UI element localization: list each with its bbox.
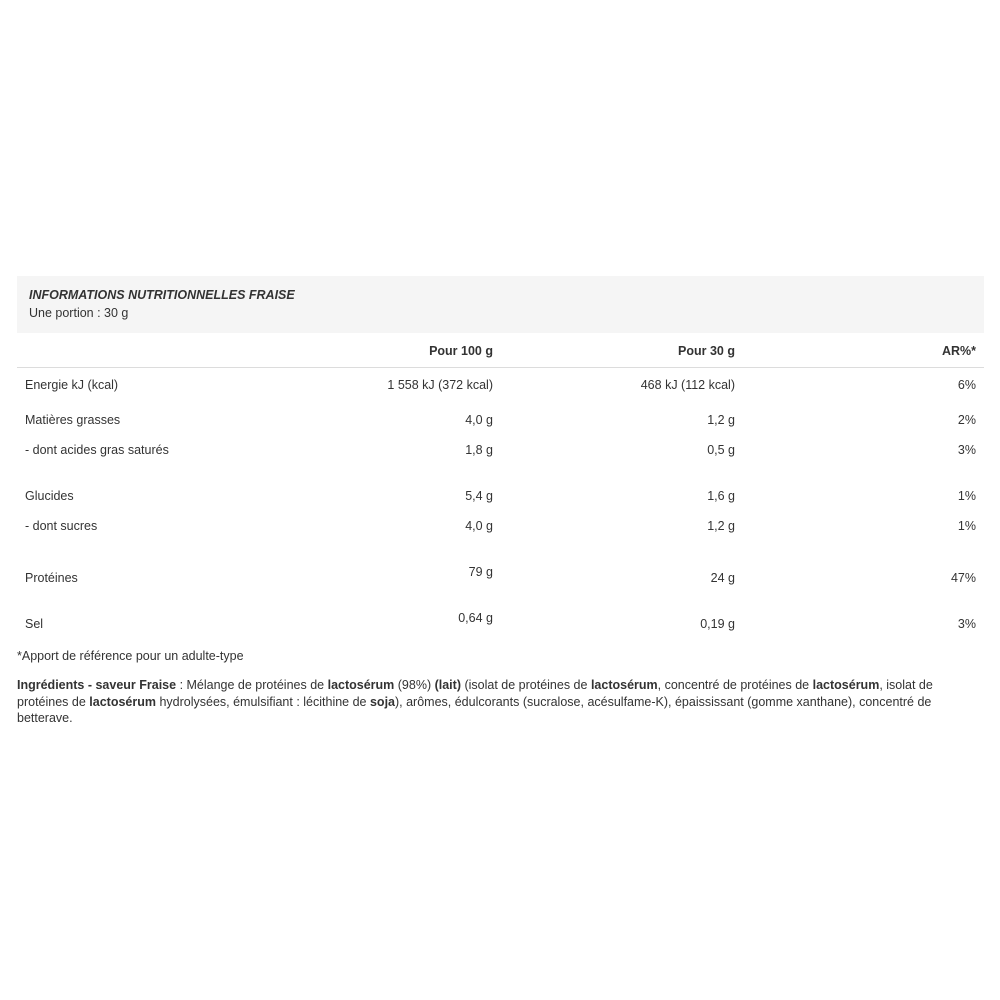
value-per30: 468 kJ (112 kcal) <box>640 378 735 392</box>
value-ar: 6% <box>957 378 976 392</box>
value-per100: 4,0 g <box>465 413 493 427</box>
value-per30: 24 g <box>710 571 735 585</box>
value-ar: 1% <box>957 489 976 503</box>
value-per100: 1 558 kJ (372 kcal) <box>387 378 493 392</box>
allergen-text: lactosérum <box>89 694 156 709</box>
value-per100: 0,64 g <box>458 611 493 625</box>
ingredients-heading: Ingrédients - saveur Fraise <box>17 678 177 692</box>
value-ar: 3% <box>957 443 976 457</box>
column-header-ar: AR%* <box>941 344 976 358</box>
nutrition-title: INFORMATIONS NUTRITIONNELLES FRAISE <box>29 288 295 302</box>
allergen-text: lactosérum <box>812 678 880 692</box>
value-per30: 0,5 g <box>707 443 735 457</box>
allergen-text: (lait) <box>434 678 461 692</box>
ingredients-part: : Mélange de protéines de <box>176 678 328 692</box>
value-per100: 4,0 g <box>465 519 493 533</box>
allergen-text: lactosérum <box>590 678 658 692</box>
ingredients-part: (isolat de protéines de <box>460 678 591 692</box>
ingredients-part: , isolat de protéines de <box>17 678 933 709</box>
nutrient-label: Sel <box>25 617 44 631</box>
value-per30: 1,2 g <box>707 413 735 427</box>
allergen-text: lactosérum <box>327 678 395 692</box>
table-row <box>17 565 984 591</box>
column-header-per30: Pour 30 g <box>678 344 735 358</box>
ingredients-part: , concentré de protéines de <box>657 678 813 692</box>
nutrient-label: - dont acides gras saturés <box>25 443 169 457</box>
value-ar: 1% <box>957 519 976 533</box>
table-row <box>17 519 984 539</box>
value-ar: 2% <box>957 413 976 427</box>
nutrient-label: Energie kJ (kcal) <box>25 378 119 392</box>
nutrient-label: Glucides <box>25 489 74 503</box>
column-header-per100: Pour 100 g <box>429 344 493 358</box>
value-ar: 3% <box>957 617 976 631</box>
table-row <box>17 611 984 637</box>
value-per100: 1,8 g <box>465 443 493 457</box>
table-row <box>17 489 984 509</box>
allergen-text: soja <box>369 694 395 709</box>
value-per30: 1,2 g <box>707 519 735 533</box>
value-per30: 0,19 g <box>700 617 735 631</box>
table-row <box>17 443 984 463</box>
value-ar: 47% <box>950 571 976 585</box>
value-per100: 79 g <box>468 565 493 579</box>
nutrient-label: - dont sucres <box>25 519 98 533</box>
value-per30: 1,6 g <box>707 489 735 503</box>
portion-size: Une portion : 30 g <box>29 306 129 320</box>
nutrient-label: Protéines <box>25 571 78 585</box>
ingredients-part: hydrolysées, émulsifiant : lécithine de <box>155 694 370 709</box>
reference-footnote: *Apport de référence pour un adulte-type <box>17 649 244 663</box>
nutrition-header <box>17 276 984 333</box>
nutrient-label: Matières grasses <box>25 413 121 427</box>
table-row <box>17 413 984 433</box>
table-header-row <box>17 333 984 368</box>
ingredients-text <box>17 677 977 727</box>
value-per100: 5,4 g <box>465 489 493 503</box>
ingredients-part: (98%) <box>394 678 435 692</box>
table-row <box>17 378 984 398</box>
ingredients-part: ), arômes, édulcorants (sucralose, acésulfame-K), épaississant (gomme xanthane), concentré de betterave. <box>17 694 932 725</box>
nutrition-table <box>17 333 984 631</box>
